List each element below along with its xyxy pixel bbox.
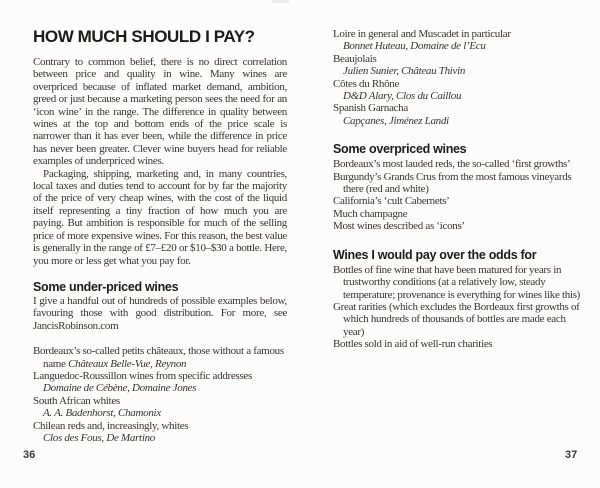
page-title: HOW MUCH SHOULD I PAY? — [33, 27, 255, 46]
page-left — [33, 28, 287, 444]
entry-examples: Domaine de Cébène, Domaine Jones — [43, 382, 197, 395]
entry-examples: Julien Sunier, Château Thivin — [343, 65, 466, 78]
entry-text: South African whites — [33, 394, 120, 407]
wine-list-item: Bordeaux’s most lauded reds, the so-called ‘first growths’ — [333, 158, 571, 171]
entry-text: Spanish Garnacha — [333, 102, 408, 115]
entry-examples: Châteaux Belle-Vue, Reynon — [68, 357, 187, 370]
wine-list-item: California’s ‘cult Cabernets’ — [333, 195, 450, 208]
wine-list-item — [33, 395, 287, 420]
page-right — [333, 28, 589, 351]
section-heading-overpriced: Some overpriced wines — [333, 142, 467, 157]
entry-examples: Bonnet Huteau, Domaine de l’Ecu — [343, 40, 486, 53]
paragraph-intro: Contrary to common belief, there is no direct correlation between price and quality in wine. Many wines are overpriced because of inflated market demand, ambition, greed or just because a marketing person sees the need for an ‘icon wine’ in the range. The difference in quality between wines at the top and bottom ends of the price scale is narrower than it has ever been, while the difference in price has never been greater. Clever wine buyers head for reliable examples of underpriced wines. — [33, 56, 287, 168]
wine-list-underpriced-continued — [333, 28, 589, 127]
wine-list-over-odds — [333, 264, 589, 351]
wine-list-item — [333, 78, 589, 103]
entry-text: Chilean reds and, increasingly, whites — [33, 419, 189, 432]
wine-list-item — [33, 345, 287, 370]
page-number-right: 37 — [565, 449, 578, 461]
wine-list-item — [33, 420, 287, 445]
page-number-left: 36 — [23, 449, 36, 461]
section-heading-over-odds: Wines I would pay over the odds for — [333, 247, 537, 262]
section-heading-underpriced: Some under-priced wines — [33, 279, 179, 294]
wine-list-item: Most wines described as ‘icons’ — [333, 220, 465, 233]
entry-examples: Capçanes, Jiménez Landi — [343, 114, 449, 127]
entry-text: Côtes du Rhône — [333, 77, 400, 90]
wine-list-item — [333, 102, 589, 127]
wine-list-item — [333, 28, 589, 53]
binding-mark — [272, 0, 289, 3]
wine-list-item: Much champagne — [333, 207, 408, 220]
section-intro-underpriced: I give a handful out of hundreds of possible examples below, favouring those with good distribution. For more, see JancisRobinson.com — [33, 294, 287, 332]
entry-text: Loire in general and Muscadet in particular — [333, 28, 511, 40]
wine-list-item: Great rarities (which excludes the Bordeaux first growths of which hundreds of thousands of bottles are made each year) — [333, 300, 580, 338]
wine-list-item: Burgundy’s Grands Crus from the most famous vineyards there (red and white) — [333, 170, 572, 196]
entry-examples: A. A. Badenhorst, Chamonix — [43, 407, 161, 420]
wine-list-overpriced — [333, 158, 589, 232]
wine-list-underpriced — [33, 345, 287, 444]
entry-text: Languedoc-Roussillon wines from specific addresses — [33, 369, 252, 382]
wine-list-item — [333, 53, 589, 78]
wine-list-item: Bottles of fine wine that have been matured for years in trustworthy conditions (at a relatively low, steady temperature; provenance is everything for wines like this) — [333, 263, 581, 301]
entry-text: Bordeaux’s so-called petits châteaux, those without a famous name — [33, 345, 284, 370]
entry-text: Beaujolais — [333, 52, 377, 65]
wine-list-item: Bottles sold in aid of well-run charities — [333, 338, 493, 351]
entry-examples: D&D Alary, Clos du Caillou — [343, 90, 462, 103]
entry-examples: Clos des Fous, De Martino — [43, 431, 155, 444]
wine-list-item — [33, 370, 287, 395]
paragraph-pricing: Packaging, shipping, marketing and, in many countries, local taxes and duties tend to account for by far the majority of the price of very cheap wines, with the cost of the liquid itself representing a tiny fraction of how much you are paying. But ambition is responsible for much of the selling price of more expensive wines. For this reason, the best value is generally in the range of £7–£20 or $10–$30 a bottle. Here, you more or less get what you pay for. — [33, 167, 287, 267]
